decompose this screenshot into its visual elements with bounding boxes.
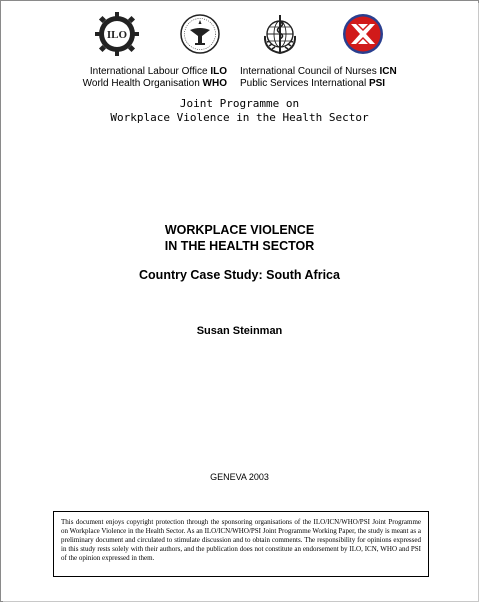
psi-logo-icon bbox=[341, 12, 385, 56]
icn-logo-icon bbox=[178, 12, 222, 56]
organisations-left bbox=[83, 66, 227, 90]
logo-row bbox=[0, 12, 479, 58]
document-title bbox=[0, 222, 479, 254]
org-psi: Public Services International PSI bbox=[240, 78, 386, 89]
place-date: GENEVA 2003 bbox=[210, 472, 269, 482]
org-ilo: International Labour Office ILO bbox=[89, 66, 227, 77]
organisations-right bbox=[240, 66, 397, 90]
programme-line-1: Joint Programme on bbox=[179, 97, 300, 110]
document-subtitle: Country Case Study: South Africa bbox=[139, 268, 340, 282]
title-line-1: WORKPLACE VIOLENCE bbox=[164, 223, 315, 237]
ilo-logo-icon bbox=[95, 12, 139, 56]
org-icn: International Council of Nurses ICN bbox=[240, 66, 397, 77]
author-name: Susan Steinman bbox=[196, 325, 283, 337]
svg-text:ILO: ILO bbox=[106, 29, 128, 41]
programme-line-2: Workplace Violence in the Health Sector bbox=[110, 111, 369, 124]
copyright-disclaimer-box: This document enjoys copyright protection through the sponsoring organisations of the ILO/ICN/WHO/PSI Joint Programme on Workplace Violence in the Health Sector. As an ILO/ICN/WHO/PSI Joint Programme Working Paper, the study is meant as a preliminary document and circulated to stimulate discussion and to obtain comments. The responsibility for opinions expressed in this study rests solely with their authors, and the publication does not constitute an endorsement by ILO, ICN, WHO and PSI of the opinion expressed in them. bbox=[53, 511, 429, 577]
who-logo-icon bbox=[258, 12, 302, 56]
org-who: World Health Organisation WHO bbox=[82, 78, 227, 89]
programme-heading bbox=[0, 97, 479, 125]
title-line-2: IN THE HEALTH SECTOR bbox=[164, 239, 315, 253]
